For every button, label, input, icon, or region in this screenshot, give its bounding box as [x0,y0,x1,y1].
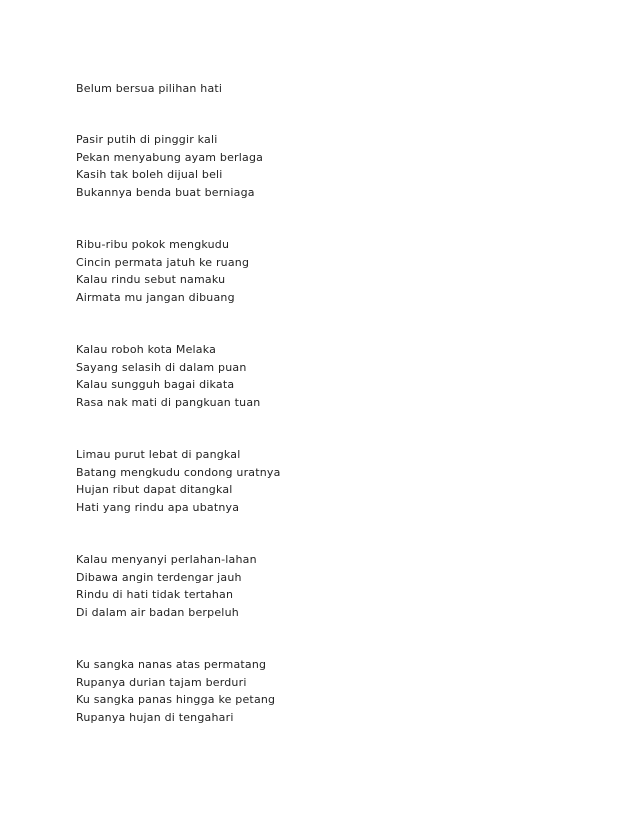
stanza-line: Kalau rindu sebut namaku [76,273,226,287]
stanza-line: Batang mengkudu condong uratnya [76,465,281,479]
stanza-line: Kalau menyanyi perlahan-lahan [76,553,257,566]
stanza-line: Ku sangka panas hingga ke petang [76,693,276,707]
stanza-line: Dibawa angin terdengar jauh [76,570,242,584]
stanza-line: Kasih tak boleh dijual beli [76,168,223,182]
stanza-5 [76,551,257,621]
stanza-line: Pekan menyabung ayam berlaga [76,150,264,164]
stanza-2 [76,236,249,306]
stanza-line: Rupanya hujan di tengahari [76,710,234,724]
stanza-line: Rupanya durian tajam berduri [76,675,247,689]
stanza-line: Kalau sungguh bagai dikata [76,378,235,392]
stanza-line: Hujan ribut dapat ditangkal [76,483,233,497]
stanza-line: Ku sangka nanas atas permatang [76,658,267,671]
stanza-line: Kalau roboh kota Melaka [76,343,217,356]
stanza-line: Limau purut lebat di pangkal [76,448,241,461]
stanza-line: Di dalam air badan berpeluh [76,605,239,619]
stanza-4 [76,446,281,516]
stanza-line: Pasir putih di pinggir kali [76,133,218,146]
stanza-3 [76,341,260,411]
stanza-line: Airmata mu jangan dibuang [76,290,235,304]
stanza-line: Sayang selasih di dalam puan [76,360,247,374]
stanza-line: Cincin permata jatuh ke ruang [76,255,250,269]
stanza-line: Hati yang rindu apa ubatnya [76,500,240,514]
stanza-6 [76,656,275,726]
stanza-line: Bukannya benda buat berniaga [76,185,255,199]
stanza-1 [76,131,263,201]
stanza-line: Rindu di hati tidak tertahan [76,588,234,602]
stanza-line: Ribu-ribu pokok mengkudu [76,238,230,251]
stanza-line: Rasa nak mati di pangkuan tuan [76,395,261,409]
poem-title: Belum bersua pilihan hati [76,82,223,95]
